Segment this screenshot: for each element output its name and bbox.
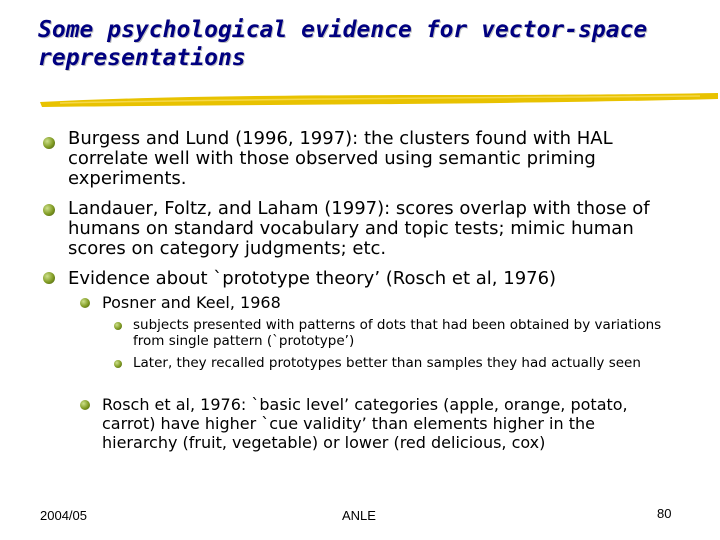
bullet-3-text: Evidence about `prototype theory’ (Rosch et al, 1976) [68,268,557,289]
footer-date: 2004/05 [40,508,87,523]
bullet-2-text: Landauer, Foltz, and Laham (1997): scores overlap with those of humans on standard vocabulary and topic tests; mimic human scores on category judgments; etc. [68,198,650,259]
bullet-2-icon [43,204,55,216]
sub-bullet-2-icon [80,400,90,410]
footer-page-number: 80 [657,506,672,521]
sub-sub-bullet-2-icon [114,360,122,368]
title-underline-brushstroke [40,90,720,110]
sub-bullet-1-icon [80,298,90,308]
bullet-3-icon [43,272,55,284]
bullet-1-text: Burgess and Lund (1996, 1997): the clusters found with HAL correlate well with those observed using semantic priming experiments. [68,128,613,189]
sub-bullet-2-text: Rosch et al, 1976: `basic level’ categories (apple, orange, potato, carrot) have higher `cue validity’ than elements higher in the hierarchy (fruit, vegetable) or lower (red delicious, cox) [102,395,628,452]
footer-center-label: ANLE [342,508,376,523]
sub-sub-bullet-2-text: Later, they recalled prototypes better than samples they had actually seen [133,355,641,371]
sub-sub-bullet-1-text: subjects presented with patterns of dots that had been obtained by variations from single pattern (`prototype’) [133,317,662,349]
sub-sub-bullet-1-icon [114,322,122,330]
slide-title: Some psychological evidence for vector-space representations [38,17,662,71]
bullet-1-icon [43,137,55,149]
sub-bullet-1-text: Posner and Keel, 1968 [102,293,281,312]
